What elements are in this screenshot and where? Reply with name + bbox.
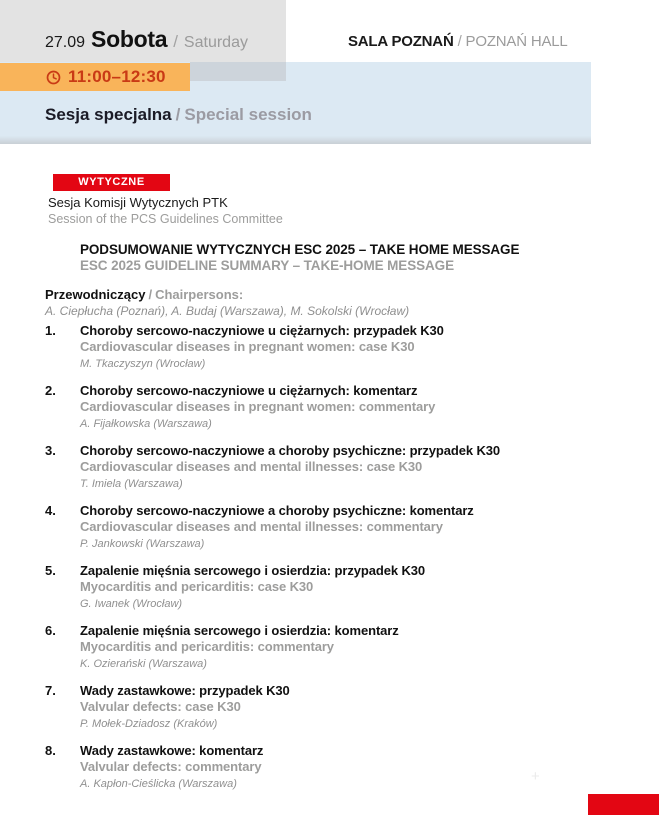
page-corner-red-box	[588, 794, 659, 815]
band-overlap-strip	[190, 62, 286, 81]
item-title-pl: Choroby sercowo-naczyniowe u ciężarnych: komentarz	[80, 383, 418, 398]
item-body	[80, 503, 610, 551]
item-title-en: Myocarditis and pericarditis: case K30	[80, 579, 314, 594]
chairpersons-label-pl: Przewodniczący	[45, 287, 146, 302]
item-number: 2.	[45, 383, 56, 398]
item-number: 5.	[45, 563, 56, 578]
session-name-en: Session of the PCS Guidelines Committee	[48, 212, 283, 226]
item-body	[80, 383, 610, 431]
item-body	[80, 323, 610, 371]
item-speaker: K. Ozierański (Warszawa)	[80, 658, 207, 670]
item-body	[80, 623, 610, 671]
item-title-en: Cardiovascular diseases in pregnant women: commentary	[80, 399, 436, 414]
guidelines-badge: WYTYCZNE	[53, 174, 170, 191]
faint-corner-mark: +	[531, 768, 540, 785]
item-speaker: T. Imiela (Warszawa)	[80, 478, 183, 490]
item-title-pl: Wady zastawkowe: komentarz	[80, 743, 264, 758]
agenda-item	[45, 443, 610, 491]
session-title-pl: PODSUMOWANIE WYTYCZNYCH ESC 2025 – TAKE HOME MESSAGE	[80, 242, 520, 257]
item-body	[80, 443, 610, 491]
session-time: 11:00–12:30	[68, 67, 166, 86]
slash-separator: /	[173, 32, 178, 51]
session-title-en: ESC 2025 GUIDELINE SUMMARY – TAKE-HOME MESSAGE	[80, 258, 454, 273]
hall-name-pl: SALA POZNAŃ	[348, 33, 454, 50]
day-name-pl: Sobota	[91, 26, 168, 52]
chairpersons-label	[45, 287, 243, 302]
slash-separator: /	[148, 287, 153, 302]
session-type-pl: Sesja specjalna	[45, 105, 172, 124]
date-box	[0, 0, 286, 62]
day-name-en: Saturday	[183, 34, 248, 51]
item-title-pl: Choroby sercowo-naczyniowe a choroby psychiczne: komentarz	[80, 503, 474, 518]
chairpersons-names: A. Ciepłucha (Poznań), A. Budaj (Warszawa), M. Sokolski (Wrocław)	[45, 304, 410, 318]
session-name-pl: Sesja Komisji Wytycznych PTK	[48, 195, 228, 210]
item-title-en: Cardiovascular diseases and mental illnesses: commentary	[80, 519, 443, 534]
date-number: 27.09	[45, 34, 86, 51]
time-box	[0, 63, 190, 91]
slash-separator: /	[457, 33, 462, 50]
item-number: 8.	[45, 743, 56, 758]
item-number: 4.	[45, 503, 56, 518]
session-type-header	[45, 105, 312, 125]
item-title-en: Myocarditis and pericarditis: commentary	[80, 639, 334, 654]
session-type-en: Special session	[184, 105, 312, 124]
date-line	[45, 26, 248, 53]
item-speaker: P. Jankowski (Warszawa)	[80, 538, 205, 550]
item-speaker: A. Kapłon-Cieślicka (Warszawa)	[80, 778, 237, 790]
clock-icon	[46, 70, 61, 85]
item-speaker: A. Fijałkowska (Warszawa)	[80, 418, 212, 430]
agenda-item	[45, 563, 610, 611]
item-number: 3.	[45, 443, 56, 458]
item-title-en: Cardiovascular diseases and mental illnesses: case K30	[80, 459, 423, 474]
item-number: 7.	[45, 683, 56, 698]
item-title-en: Cardiovascular diseases in pregnant women: case K30	[80, 339, 415, 354]
item-title-en: Valvular defects: case K30	[80, 699, 241, 714]
slash-separator: /	[175, 105, 181, 124]
agenda-item	[45, 743, 610, 791]
agenda-item	[45, 623, 610, 671]
item-body	[80, 563, 610, 611]
item-speaker: P. Mołek-Dziadosz (Kraków)	[80, 718, 218, 730]
chairpersons-label-en: Chairpersons:	[155, 287, 244, 302]
item-title-pl: Choroby sercowo-naczyniowe a choroby psychiczne: przypadek K30	[80, 443, 501, 458]
item-title-pl: Choroby sercowo-naczyniowe u ciężarnych: przypadek K30	[80, 323, 444, 338]
item-speaker: G. Iwanek (Wrocław)	[80, 598, 183, 610]
agenda-item	[45, 503, 610, 551]
hall-header	[348, 33, 568, 50]
item-title-pl: Zapalenie mięśnia sercowego i osierdzia: przypadek K30	[80, 563, 426, 578]
item-body	[80, 683, 610, 731]
item-title-pl: Zapalenie mięśnia sercowego i osierdzia: komentarz	[80, 623, 399, 638]
item-number: 1.	[45, 323, 56, 338]
item-title-pl: Wady zastawkowe: przypadek K30	[80, 683, 290, 698]
agenda-item	[45, 683, 610, 731]
hall-name-en: POZNAŃ HALL	[465, 33, 568, 50]
agenda-item	[45, 323, 610, 371]
item-speaker: M. Tkaczyszyn (Wrocław)	[80, 358, 206, 370]
agenda-list	[45, 323, 610, 803]
item-number: 6.	[45, 623, 56, 638]
item-title-en: Valvular defects: commentary	[80, 759, 262, 774]
agenda-item	[45, 383, 610, 431]
